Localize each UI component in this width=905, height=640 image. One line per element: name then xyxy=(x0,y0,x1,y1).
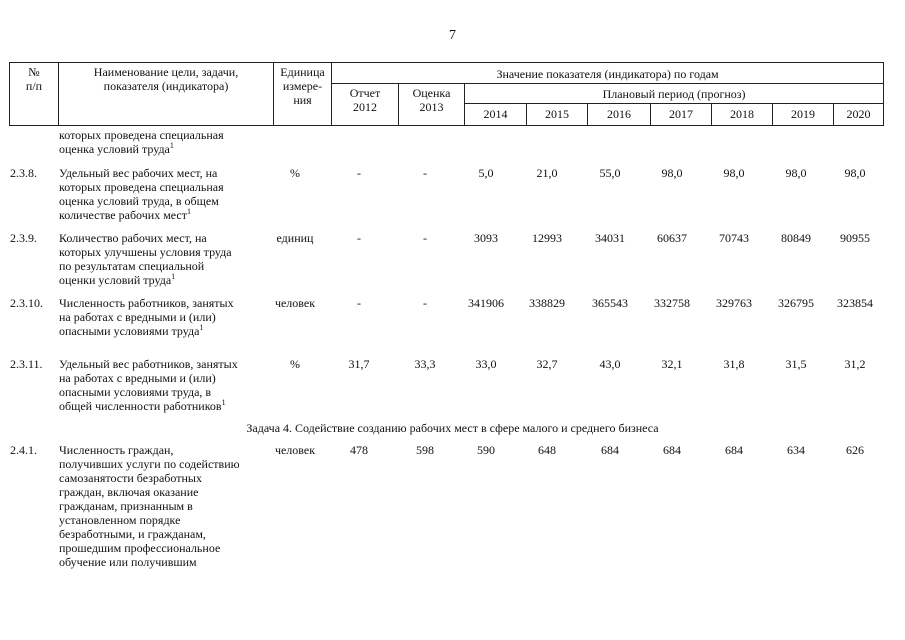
row-unit: единиц xyxy=(276,231,314,245)
cell: 326795 xyxy=(778,296,814,310)
header-year: 2015 xyxy=(527,103,588,125)
cell: 634 xyxy=(787,443,805,457)
header-year: 2019 xyxy=(773,103,834,125)
cell: 31,5 xyxy=(785,357,807,371)
cell: 12993 xyxy=(532,231,562,245)
cell: 590 xyxy=(477,443,495,457)
cell: 31,2 xyxy=(844,357,866,371)
cell: 98,0 xyxy=(785,166,807,180)
table-header xyxy=(9,62,884,126)
header-col-name: Наименование цели, задачи, показателя (индикатора) xyxy=(59,63,274,126)
row-number: 2.3.9. xyxy=(10,231,37,245)
cell: 80849 xyxy=(781,231,811,245)
cell: 323854 xyxy=(837,296,873,310)
row-number: 2.3.8. xyxy=(10,166,37,180)
cell: 684 xyxy=(725,443,743,457)
cell: 5,0 xyxy=(478,166,494,180)
cell: - xyxy=(357,231,361,245)
cell: 332758 xyxy=(654,296,690,310)
header-plan-period: Плановый период (прогноз) xyxy=(465,84,884,103)
cell: 98,0 xyxy=(661,166,683,180)
continuation-text: которых проведена специальная оценка условий труда$^1$ xyxy=(59,128,224,156)
header-col-unit: Единица измере- ния xyxy=(274,63,332,126)
cell: 341906 xyxy=(468,296,504,310)
cell: 43,0 xyxy=(599,357,621,371)
cell: 70743 xyxy=(719,231,749,245)
header-values-by-year: Значение показателя (индикатора) по годам xyxy=(332,63,884,84)
row-number: 2.3.10. xyxy=(10,296,43,310)
row-name: Численность работников, занятых на работах с вредными и (или) опасными условиями труда$^1$ xyxy=(59,296,234,338)
cell: 338829 xyxy=(529,296,565,310)
row-unit: человек xyxy=(274,443,316,457)
cell: 478 xyxy=(350,443,368,457)
cell: 32,1 xyxy=(661,357,683,371)
cell: - xyxy=(423,231,427,245)
cell: 365543 xyxy=(592,296,628,310)
page-number: 7 xyxy=(449,28,456,43)
cell: 34031 xyxy=(595,231,625,245)
cell: 33,0 xyxy=(475,357,497,371)
cell: - xyxy=(423,166,427,180)
cell: 33,3 xyxy=(414,357,436,371)
row-unit: % xyxy=(290,166,300,180)
cell: 31,8 xyxy=(723,357,745,371)
cell: 98,0 xyxy=(723,166,745,180)
cell: 60637 xyxy=(657,231,687,245)
cell: 31,7 xyxy=(348,357,370,371)
cell: 3093 xyxy=(474,231,498,245)
header-col-estimate: Оценка 2013 xyxy=(399,84,465,126)
cell: 684 xyxy=(663,443,681,457)
header-year: 2016 xyxy=(588,103,651,125)
header-col-num: № п/п xyxy=(10,63,59,126)
cell: 32,7 xyxy=(536,357,558,371)
row-name: Удельный вес работников, занятых на работах с вредными и (или) опасными условиями труда, в общей численности работников$^1$ xyxy=(59,357,238,413)
row-number: 2.3.11. xyxy=(10,357,43,371)
header-year: 2017 xyxy=(651,103,712,125)
cell: - xyxy=(357,296,361,310)
row-name: Удельный вес рабочих мест, на которых проведена специальная оценка условий труда, в общем количестве рабочих мест$^1$ xyxy=(59,166,224,222)
header-year: 2020 xyxy=(834,103,884,125)
cell: 329763 xyxy=(716,296,752,310)
cell: 55,0 xyxy=(599,166,621,180)
row-unit: % xyxy=(290,357,300,371)
cell: 648 xyxy=(538,443,556,457)
cell: 684 xyxy=(601,443,619,457)
cell: 90955 xyxy=(840,231,870,245)
task-heading: Задача 4. Содействие созданию рабочих мест в сфере малого и среднего бизнеса xyxy=(246,421,659,435)
cell: - xyxy=(423,296,427,310)
row-number: 2.4.1. xyxy=(10,443,37,457)
header-col-report: Отчет 2012 xyxy=(332,84,399,126)
cell: - xyxy=(357,166,361,180)
header-year: 2014 xyxy=(465,103,527,125)
row-unit: человек xyxy=(274,296,316,310)
row-name: Численность граждан, получивших услуги по содействию самозанятости безработных граждан, включая оказание гражданам, признанным в установленном порядке безработными, и гражданам, прошедшим профессиональное обучение или получившим xyxy=(59,443,240,569)
cell: 21,0 xyxy=(536,166,558,180)
cell: 98,0 xyxy=(844,166,866,180)
cell: 626 xyxy=(846,443,864,457)
cell: 598 xyxy=(416,443,434,457)
row-name: Количество рабочих мест, на которых улучшены условия труда по результатам специальной оценки условий труда$^1$ xyxy=(59,231,232,287)
header-year: 2018 xyxy=(712,103,773,125)
